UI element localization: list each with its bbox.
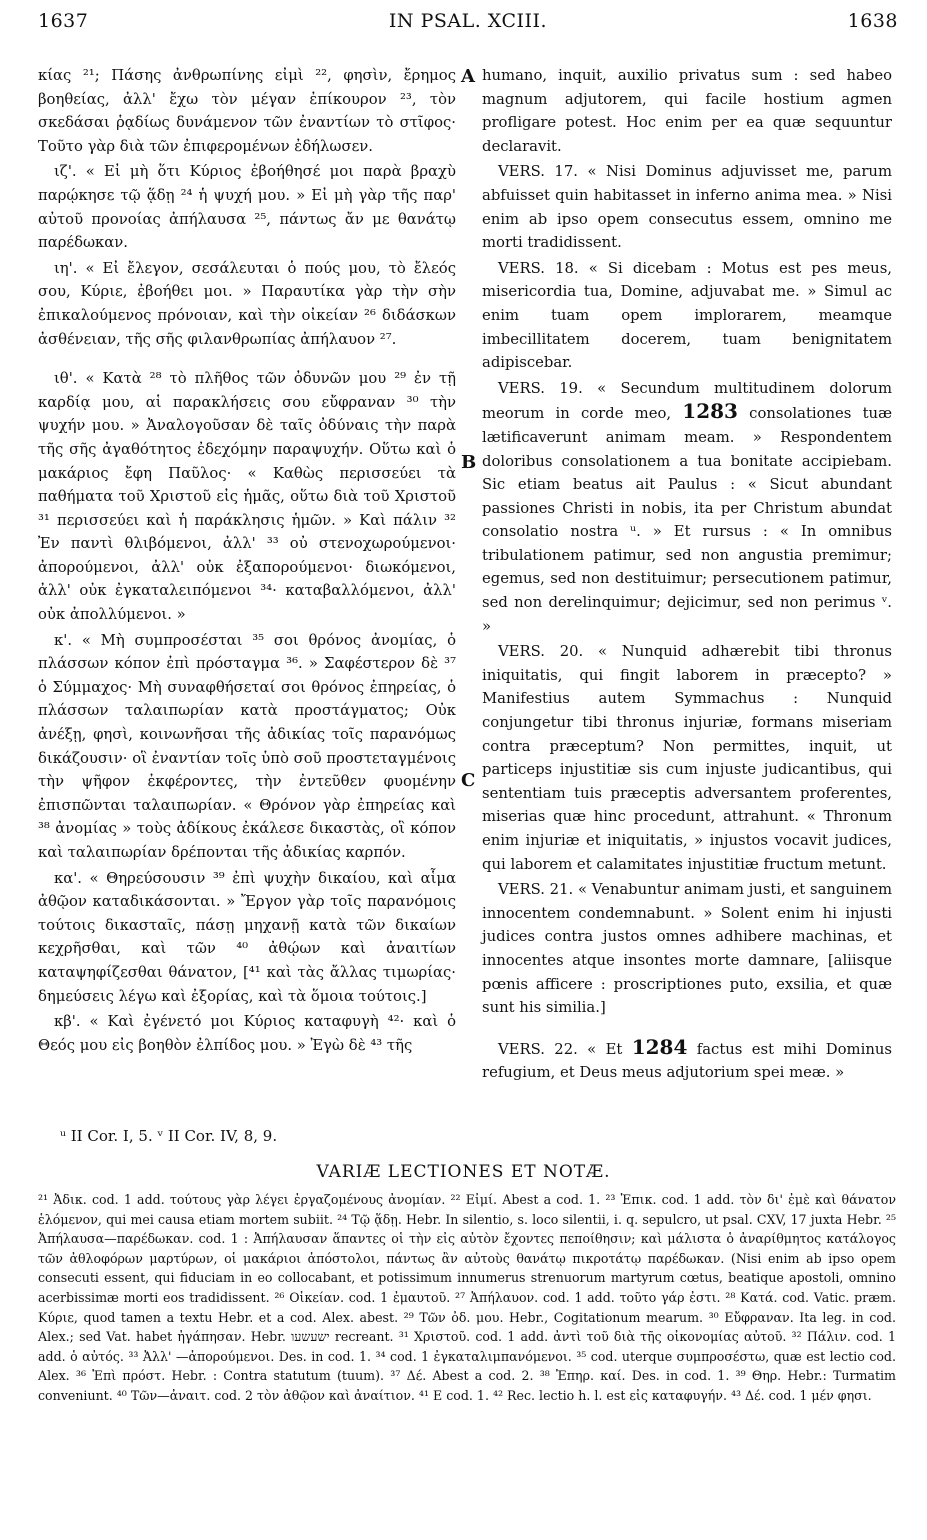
greek-paragraph: κίας ²¹; Πάσης ἀνθρωπίνης εἰμὶ ²², φησὶν, ἔρημος βοηθείας, ἀλλ' ἔχω τὸν μέγαν ἐπίκουρον ²³, τὸν σκεδάσαι ῥᾳδίως δυνάμενον τῶν ἐναντίων τὸ στῖφος· Τοῦτο γὰρ διὰ τῶν ἐπιφερομένων ἐδήλωσεν. bbox=[38, 67, 456, 155]
page-number-right: 1638 bbox=[847, 10, 898, 32]
scripture-references: ᵘ II Cor. I, 5. ᵛ II Cor. IV, 8, 9. bbox=[60, 1127, 278, 1145]
greek-column bbox=[38, 64, 456, 1059]
greek-paragraph: ιζ'. « Εἰ μὴ ὅτι Κύριος ἐβοήθησέ μοι παρὰ βραχὺ παρῴκησε τῷ ᾅδῃ ²⁴ ἡ ψυχή μου. » Εἰ μὴ γὰρ τῆς παρ' αὐτοῦ προνοίας ἀπήλαυσα ²⁵, πάντως ἄν με θανάτῳ παρέδωκαν. bbox=[38, 163, 456, 252]
latin-paragraph bbox=[482, 377, 892, 639]
greek-paragraph: ιη'. « Εἰ ἔλεγον, σεσάλευται ὁ πούς μου, τὸ ἔλεός σου, Κύριε, ἐβοήθει μοι. » Παραυτίκα γὰρ τὴν σὴν ἐπικαλούμενος πρόνοιαν, καὶ τὴν οἰκείαν ²⁶ διδάσκων ἀσθένειαν, τῆς σῆς φιλανθρωπίας ἀπήλαυον ²⁷. bbox=[38, 259, 456, 348]
notes-text: ²¹ Ἀδικ. cod. 1 add. τούτους γὰρ λέγει ἐργαζομένους ἀνομίαν. ²² Εἰμί. Abest a cod. 1. ²³ Ἐπικ. cod. 1 add. τὸν δι' ἐμὲ καὶ θάνατον ἑλόμενον, qui mei causa etiam mortem subiit. ²⁴ Τῷ ᾅδῃ. Hebr. In silentio, s. loco silentii, i. q. sepulcro, ut psal. CXV, 17 juxta Hebr. ²⁵ Ἀπήλαυσα—παρέδωκαν. cod. 1 : Ἀπήλαυσαν ἅπαντες οἱ τὴν εἰς αὐτὸν ἔχοντες πεποίθησιν; καὶ μάλιστα ὁ ἀναρίθμητος κατάλογος τῶν ἀθλοφόρων μαρτύρων, οἱ μακάριοι ἀπόστολοι, πάντως ἂν αὐτοὺς θανάτῳ πικροτάτῳ παρέδωκαν. (Nisi enim ab ipso opem consecuti essent, qui fiduciam in eo collocabant, et potissimum innumerus strenuorum martyrum cœtus, beatique apostoli, omnino acerbissimæ morti eos tradidissent. ²⁶ Οἰκείαν. cod. 1 ἐμαυτοῦ. ²⁷ Ἀπήλαυον. cod. 1 add. τοῦτο γάρ ἐστι. ²⁸ Κατά. cod. Vatic. præm. Κύριε, quod tamen a textu Hebr. et a cod. Alex. abest. ²⁹ Τῶν ὀδ. μου. Hebr., Cogitationum mearum. ³⁰ Εὔφραναν. Ita leg. in cod. Alex.; sed Vat. habet ἠγάπησαν. Hebr. ישעשעו recreant. ³¹ Χριστοῦ. cod. 1 add. ἀντὶ τοῦ διὰ τῆς οἰκονομίας αὐτοῦ. ³² Πάλιν. cod. 1 add. ὁ αὐτός. ³³ Ἀλλ' —ἀπορούμενοι. Des. in cod. 1. ³⁴ cod. 1 ἐγκαταλιμπανόμενοι. ³⁵ cod. uterque συμπροσέστω, quæ est lectio cod. Alex. ³⁶ Ἐπὶ πρόστ. Hebr. : Contra statutum (tuum). ³⁷ Δέ. Abest a cod. 2. ³⁸ Ἐπηρ. καί. Des. in cod. 1. ³⁹ Θηρ. Hebr.: Turmatim conveniunt. ⁴⁰ Τῶν—ἀναιτ. cod. 2 τὸν ἀθῷον καὶ ἀναίτιον. ⁴¹ E cod. 1. ⁴² Rec. lectio h. l. est εἰς καταφυγήν. ⁴³ Δέ. cod. 1 μέν φησι. bbox=[38, 1192, 896, 1403]
latin-text: VERS. 19. « Secundum multitudinem dolorum meorum in corde meo, bbox=[482, 379, 892, 423]
latin-paragraph: VERS. 18. « Si dicebam : Motus est pes meus, misericordia tua, Domine, adjuvabat me. » Simul ac enim tuam opem implorarem, meamque imbecillitatem docerem, tuam benignitatem adipiscebar. bbox=[482, 259, 892, 372]
greek-paragraph: κα'. « Θηρεύσουσιν ³⁹ ἐπὶ ψυχὴν δικαίου, καὶ αἷμα ἀθῷον καταδικάσονται. » Ἔργον γὰρ τοῖς παρανόμοις τούτοις δικασταῖς, πάσῃ μηχανῇ κατὰ τῶν δικαίων κεχρῆσθαι, καὶ τῶν ⁴⁰ ἀθῴων καὶ ἀναιτίων καταψηφίζεσθαι θάνατον, [⁴¹ καὶ τὰς ἄλλας τιμωρίας· δημεύσεις λέγω καὶ ἐξορίας, καὶ τὰ ὅμοια τούτοις.] bbox=[38, 869, 456, 1005]
running-title: IN PSAL. XCIII. bbox=[388, 10, 548, 32]
latin-paragraph: VERS. 20. « Nunquid adhærebit tibi thronus iniquitatis, qui fingit laborem in præcepto? » Manifestius autem Symmachus : Nunquid conjungetur tibi thronus injuriæ, formans miseriam contra præceptum? Non permittes, inquit, ut particeps injustitiæ sis cum injuste judicantibus, qui sententiam tuis præceptis adversantem proferentes, miserias quæ hinc procedunt, attrahunt. « Thronum enim injuriæ et iniquitatis, » injustos vocavit judices, qui laborem et calamitates injustitiæ fructum metunt. bbox=[482, 643, 892, 873]
margin-letter-b: B bbox=[461, 452, 477, 473]
page-number-left: 1637 bbox=[38, 10, 89, 32]
page-marker-1283: 1283 bbox=[682, 399, 738, 424]
variae-lectiones-heading: VARIÆ LECTIONES ET NOTÆ. bbox=[316, 1162, 611, 1182]
margin-letter-a: A bbox=[461, 66, 475, 87]
page-marker-1284: 1284 bbox=[631, 1034, 688, 1059]
greek-paragraph: ιθ'. « Κατὰ ²⁸ τὸ πλῆθος τῶν ὀδυνῶν μου ²⁹ ἐν τῇ καρδίᾳ μου, αἱ παρακλήσεις σου εὔφραναν ³⁰ τὴν ψυχήν μου. » Ἀναλογοῦσαν δὲ ταῖς ὀδύναις τὴν παρὰ τῆς σῆς ἀγαθότητος ἐδεχόμην παραψυχήν. Οὕτω καὶ ὁ μακάριος ἔφη Παῦλος· « Καθὼς περισσεύει τὰ παθήματα τοῦ Χριστοῦ εἰς ἡμᾶς, οὕτω διὰ τοῦ Χριστοῦ ³¹ περισσεύει καὶ ἡ παράκλησις ἡμῶν. » Καὶ πάλιν ³² Ἐν παντὶ θλιβόμενοι, ἀλλ' ³³ οὐ στενοχωρούμενοι· ἀπορούμενοι, ἀλλ' οὐκ ἐξαπορούμενοι· διωκόμενοι, ἀλλ' οὐκ ἐγκαταλειπόμενοι ³⁴· καταβαλλόμενοι, ἀλλ' οὐκ ἀπολλύμενοι. » bbox=[38, 370, 456, 624]
latin-text: VERS. 22. « Et bbox=[498, 1040, 623, 1058]
variant-notes bbox=[38, 1190, 896, 1406]
greek-paragraph: κβ'. « Καὶ ἐγένετό μοι Κύριος καταφυγὴ ⁴²· καὶ ὁ Θεός μου εἰς βοηθὸν ἐλπίδος μου. » Ἐγὼ δὲ ⁴³ τῆς bbox=[38, 1013, 456, 1054]
latin-paragraph: VERS. 21. « Venabuntur animam justi, et sanguinem innocentem condemnabunt. » Solent enim hi injusti judices contra justos omnes adhibere machinas, et innocentes atque insontes morte damnare, [aliisque pœnis afficere : proscriptiones puto, exsilia, et quæ sunt his similia.] bbox=[482, 881, 892, 1017]
latin-column bbox=[482, 64, 892, 1087]
running-header bbox=[38, 10, 898, 40]
latin-paragraph: VERS. 17. « Nisi Dominus adjuvisset me, parum abfuisset quin habitasset in inferno anima mea. » Nisi enim ab ipso opem consecutus essem, omnino me morti tradidissent. bbox=[482, 163, 892, 252]
greek-paragraph: κ'. « Μὴ συμπροσέσται ³⁵ σοι θρόνος ἀνομίας, ὁ πλάσσων κόπον ἐπὶ πρόσταγμα ³⁶. » Σαφέστερον δὲ ³⁷ ὁ Σύμμαχος· Μὴ συναφθήσεταί σοι θρόνος ἐπηρείας, ὁ πλάσσων ταλαιπωρίαν κατὰ προστάγματος; Οὐκ ἀνέξῃ, φησὶ, κοινωνῆσαι τῆς ἀδικίας τοῖς παρανόμως δικάζουσιν· οἳ ἐναντίαν τοῖς ὑπὸ σοῦ προστεταγμένοις τὴν ψῆφον ἐκφέροντες, τὴν ἐντεῦθεν φυομένην ἐπισπῶνται ταλαιπωρίαν. « Θρόνον γὰρ ἐπηρείας καὶ ³⁸ ἀνομίας » τοὺς ἀδίκους ἐκάλεσε δικαστὰς, οἳ κόπον καὶ ταλαιπωρίαν δρέπονται τῆς ἀδικίας καρπόν. bbox=[38, 631, 456, 861]
margin-letter-c: C bbox=[461, 770, 476, 791]
latin-paragraph bbox=[482, 1036, 892, 1085]
latin-text: factus est mihi Dominus refugium, et Deus meus adjutorium spei meæ. » bbox=[482, 1040, 892, 1082]
latin-paragraph: humano, inquit, auxilio privatus sum : sed habeo magnum adjutorem, qui facile hostium agmen profligare potest. Hoc enim per ea quæ sequuntur declaravit. bbox=[482, 67, 892, 155]
latin-text: consolationes tuæ lætificaverunt animam meam. » Respondentem doloribus consolationem a tua bonitate accipiebam. Sic etiam beatus ait Paulus : « Sicut abundant passiones Christi in nobis, ita per Christum abundat consolatio nostra ᵘ. » Et rursus : « In omnibus tribulationem patimur, sed non angustia premimur; egemus, sed non destituimur; persecutionem patimur, sed non derelinquimur; dejicimur, sed non perimus ᵛ. » bbox=[482, 405, 892, 635]
